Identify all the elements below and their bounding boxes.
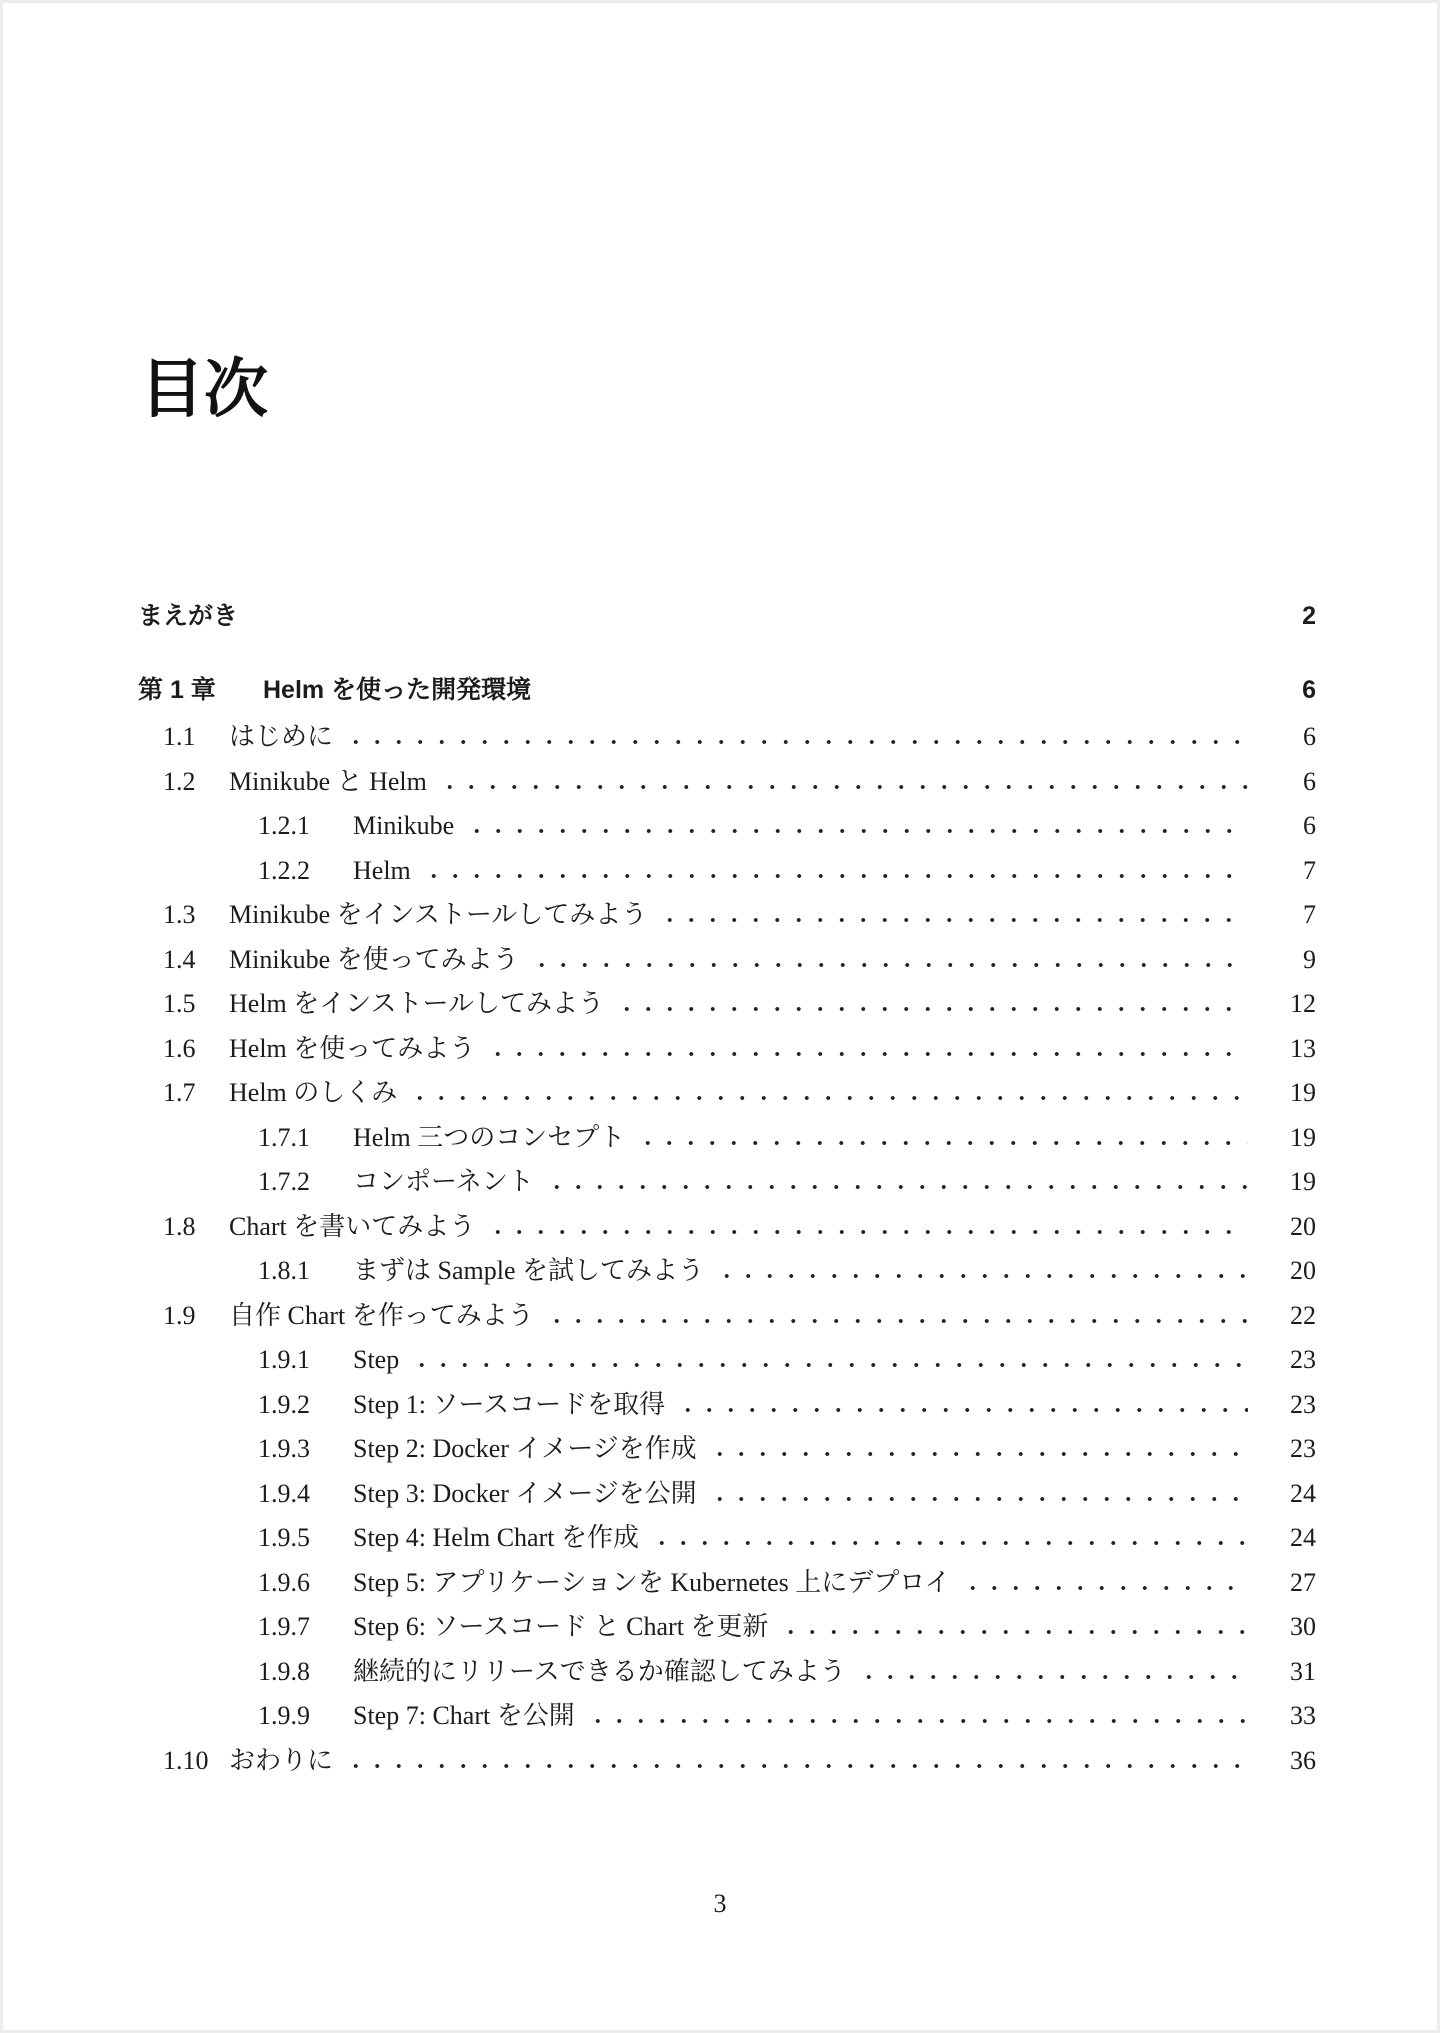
dotted-leader xyxy=(345,1763,1248,1769)
toc-entry[interactable] xyxy=(138,760,1316,805)
toc-entry-title: Helm のしくみ xyxy=(229,1078,398,1107)
toc-entry-title: Step 7: Chart を公開 xyxy=(353,1701,575,1730)
dotted-leader xyxy=(409,1095,1248,1101)
toc-entry[interactable] xyxy=(138,1294,1316,1339)
table-of-contents xyxy=(138,594,1316,1783)
toc-entry-number: 1.2.2 xyxy=(258,855,310,885)
toc-entry[interactable] xyxy=(138,1427,1316,1472)
toc-entry-page: 7 xyxy=(1303,900,1316,929)
dotted-leader xyxy=(637,1140,1248,1146)
toc-entry-title: Helm を使ってみよう xyxy=(229,1033,476,1063)
toc-entry[interactable] xyxy=(138,849,1316,894)
dotted-leader xyxy=(487,1229,1248,1235)
toc-entry-title: 継続的にリリースできるか確認してみよう xyxy=(353,1656,846,1686)
toc-entry[interactable] xyxy=(138,1694,1316,1739)
toc-entry[interactable] xyxy=(138,938,1316,983)
toc-entry[interactable] xyxy=(138,1650,1316,1695)
toc-entry-number: 1.5 xyxy=(163,989,196,1018)
toc-entry-number: 1.9.4 xyxy=(258,1478,310,1508)
toc-entry[interactable] xyxy=(138,1116,1316,1161)
toc-entry-number: 1.2 xyxy=(163,766,196,796)
toc-entry-number: 1.10 xyxy=(163,1745,209,1775)
toc-entry-page: 24 xyxy=(1290,1523,1316,1552)
toc-entry[interactable] xyxy=(138,1605,1316,1650)
toc-entry-title: Minikube をインストールしてみよう xyxy=(229,900,648,929)
dotted-leader xyxy=(546,1184,1248,1190)
dotted-leader xyxy=(411,1362,1248,1368)
toc-entry-number: 1.9.1 xyxy=(258,1345,310,1374)
toc-entry-title: Helm をインストールしてみよう xyxy=(229,989,604,1018)
toc-entry-page: 23 xyxy=(1290,1434,1316,1463)
page-title: 目次 xyxy=(140,353,268,425)
toc-entry[interactable] xyxy=(138,1071,1316,1116)
toc-entry[interactable] xyxy=(138,1205,1316,1250)
toc-entry-page: 6 xyxy=(1303,811,1316,840)
dotted-leader xyxy=(616,1006,1248,1012)
toc-preface-label: まえがき xyxy=(138,602,239,630)
toc-entry-number: 1.9.6 xyxy=(258,1567,310,1597)
dotted-leader xyxy=(962,1585,1248,1591)
dotted-leader xyxy=(587,1718,1248,1724)
toc-entry-title: Helm 三つのコンセプト xyxy=(353,1122,626,1152)
toc-entry-title: Helm xyxy=(353,855,411,885)
dotted-leader xyxy=(677,1407,1248,1413)
toc-entry-number: 1.7.2 xyxy=(258,1167,310,1196)
toc-entry-number: 1.9.3 xyxy=(258,1434,310,1463)
toc-entry[interactable] xyxy=(138,1472,1316,1517)
dotted-leader xyxy=(709,1451,1248,1457)
toc-entry[interactable] xyxy=(138,1338,1316,1383)
toc-entry-title: おわりに xyxy=(229,1745,334,1775)
toc-entry-title: コンポーネント xyxy=(353,1167,534,1196)
toc-entry-page: 6 xyxy=(1303,722,1316,751)
toc-entry-number: 1.6 xyxy=(163,1033,196,1063)
toc-entry[interactable] xyxy=(138,1561,1316,1606)
dotted-leader xyxy=(531,962,1248,968)
dotted-leader xyxy=(858,1674,1248,1680)
toc-entry-number: 1.1 xyxy=(163,722,196,751)
toc-entry[interactable] xyxy=(138,1249,1316,1294)
toc-entry-title: Minikube xyxy=(353,811,455,840)
toc-entry-title: Step 4: Helm Chart を作成 xyxy=(353,1523,639,1552)
toc-entry-page: 7 xyxy=(1303,855,1316,885)
toc-entry-page: 36 xyxy=(1290,1745,1316,1775)
toc-entry-page: 12 xyxy=(1290,989,1316,1018)
toc-entry-number: 1.7 xyxy=(163,1078,196,1107)
toc-entry[interactable] xyxy=(138,1160,1316,1205)
toc-entry-page: 23 xyxy=(1290,1345,1316,1374)
toc-entry-page: 24 xyxy=(1290,1478,1316,1508)
toc-entry[interactable] xyxy=(138,893,1316,938)
toc-entry-page: 6 xyxy=(1303,766,1316,796)
toc-entry[interactable] xyxy=(138,1027,1316,1072)
toc-entry-number: 1.9.7 xyxy=(258,1612,310,1641)
toc-entry[interactable] xyxy=(138,1383,1316,1428)
toc-entry-title: Step 6: ソースコード と Chart を更新 xyxy=(353,1612,769,1641)
toc-preface-page: 2 xyxy=(1302,602,1316,630)
toc-entry-number: 1.2.1 xyxy=(258,811,310,840)
toc-entry-title: 自作 Chart を作ってみよう xyxy=(229,1300,534,1330)
toc-entry-title: Step 5: アプリケーションを Kubernetes 上にデプロイ xyxy=(353,1567,951,1597)
toc-entry-title: Step 2: Docker イメージを作成 xyxy=(353,1434,697,1463)
toc-entry-page: 19 xyxy=(1290,1122,1316,1152)
toc-entry-page: 33 xyxy=(1290,1701,1316,1730)
toc-entry[interactable] xyxy=(138,1739,1316,1784)
toc-entry-page: 19 xyxy=(1290,1078,1316,1107)
dotted-leader xyxy=(659,917,1248,923)
toc-entry-number: 1.8 xyxy=(163,1211,196,1241)
toc-entry-page: 13 xyxy=(1290,1033,1316,1063)
toc-preface-row[interactable] xyxy=(138,594,1316,639)
toc-entry-number: 1.9.9 xyxy=(258,1701,310,1730)
toc-entry-page: 27 xyxy=(1290,1567,1316,1597)
dotted-leader xyxy=(716,1273,1248,1279)
toc-entry-number: 1.9.8 xyxy=(258,1656,310,1686)
toc-chapter-number: 第 1 章 xyxy=(138,675,216,704)
dotted-leader xyxy=(439,784,1248,790)
footer-page-number: 3 xyxy=(713,1889,727,1918)
toc-entry-number: 1.7.1 xyxy=(258,1122,310,1152)
toc-entry-page: 20 xyxy=(1290,1211,1316,1241)
toc-entry[interactable] xyxy=(138,982,1316,1027)
toc-entry-number: 1.4 xyxy=(163,944,196,974)
dotted-leader xyxy=(487,1051,1248,1057)
toc-entry-number: 1.8.1 xyxy=(258,1256,310,1285)
toc-entry[interactable] xyxy=(138,804,1316,849)
toc-entry-title: はじめに xyxy=(229,722,334,751)
toc-chapter-page: 6 xyxy=(1302,675,1316,704)
toc-entry-title: Step xyxy=(353,1345,400,1374)
toc-entry-number: 1.3 xyxy=(163,900,196,929)
dotted-leader xyxy=(345,739,1248,745)
toc-entry-page: 20 xyxy=(1290,1256,1316,1285)
toc-entry-page: 31 xyxy=(1290,1656,1316,1686)
toc-entry-title: Step 1: ソースコードを取得 xyxy=(353,1389,666,1419)
toc-entry-page: 22 xyxy=(1290,1300,1316,1330)
toc-chapter-title: Helm を使った開発環境 xyxy=(263,675,532,704)
toc-entry-page: 30 xyxy=(1290,1612,1316,1641)
dotted-leader xyxy=(423,873,1248,879)
dotted-leader xyxy=(780,1629,1248,1635)
toc-chapter-row[interactable] xyxy=(138,668,1316,713)
toc-entry-title: Chart を書いてみよう xyxy=(229,1211,476,1241)
toc-entry[interactable] xyxy=(138,1516,1316,1561)
dotted-leader xyxy=(651,1540,1248,1546)
toc-entry-page: 23 xyxy=(1290,1389,1316,1419)
toc-entry-list xyxy=(138,715,1316,1783)
toc-entry-number: 1.9 xyxy=(163,1300,196,1330)
toc-entry-number: 1.9.5 xyxy=(258,1523,310,1552)
toc-entry-title: まずは Sample を試してみよう xyxy=(353,1256,704,1285)
toc-entry-page: 9 xyxy=(1303,944,1316,974)
toc-entry-title: Step 3: Docker イメージを公開 xyxy=(353,1478,697,1508)
toc-entry-title: Minikube を使ってみよう xyxy=(229,944,519,974)
dotted-leader xyxy=(709,1496,1248,1502)
dotted-leader xyxy=(466,828,1248,834)
toc-entry-number: 1.9.2 xyxy=(258,1389,310,1419)
toc-entry-title: Minikube と Helm xyxy=(229,766,427,796)
toc-entry[interactable] xyxy=(138,715,1316,760)
dotted-leader xyxy=(546,1318,1248,1324)
toc-entry-page: 19 xyxy=(1290,1167,1316,1196)
